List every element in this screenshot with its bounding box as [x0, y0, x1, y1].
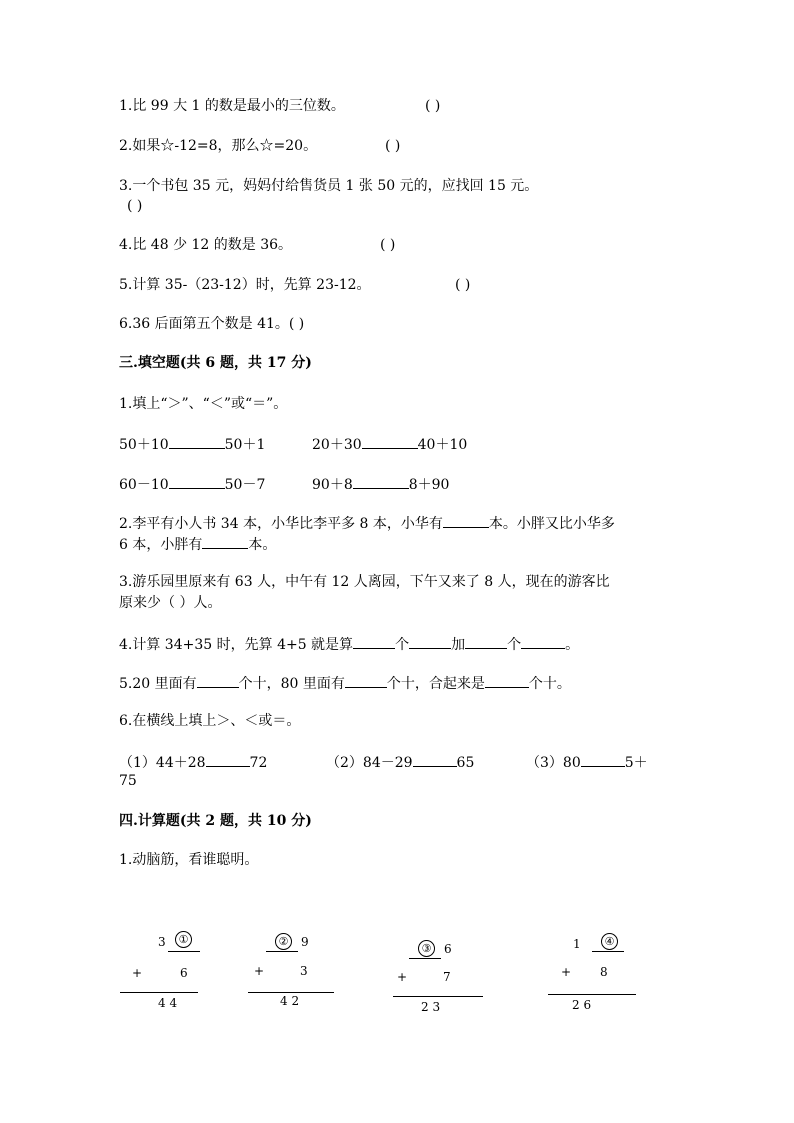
- fill-question-1: 1.填上“＞”、“＜”或“＝”。: [119, 396, 288, 412]
- plus-sign: +: [561, 965, 572, 979]
- sum-line: [548, 994, 636, 995]
- plus-sign: +: [397, 970, 408, 984]
- circled-number-3[interactable]: ③: [418, 940, 435, 957]
- addend: 3: [300, 964, 308, 978]
- sum-line: [393, 996, 483, 997]
- compare-part-2: （2）84－29 65: [326, 751, 474, 773]
- digit-underline: [266, 951, 298, 952]
- sum-line: [120, 992, 198, 993]
- answer-paren-2[interactable]: ( ): [385, 138, 401, 154]
- result: 2 6: [572, 998, 592, 1012]
- answer-blank[interactable]: [169, 473, 225, 489]
- answer-blank[interactable]: [206, 751, 250, 767]
- question-text: 6.36 后面第五个数是 41。( ): [119, 316, 305, 332]
- fill-question-5: 5.20 里面有 个十，80 里面有 个十，合起来是 个十。: [119, 672, 571, 694]
- answer-blank[interactable]: [202, 533, 248, 549]
- digit-underline: [409, 958, 441, 959]
- judge-question-2: [119, 136, 317, 156]
- compare-row-2a: 60－10 50－7: [119, 473, 265, 495]
- digit-underline: [168, 951, 200, 952]
- judge-question-3: [119, 176, 538, 196]
- section-heading-calculation: 四.计算题(共 2 题，共 10 分): [119, 813, 312, 829]
- calc-question-1: 1.动脑筋，看谁聪明。: [119, 852, 259, 868]
- addend: 8: [600, 965, 608, 979]
- plus-sign: +: [132, 966, 143, 980]
- compare-part-3-wrap: 75: [119, 773, 137, 789]
- compare-row-1a: 50＋10 50＋1: [119, 433, 265, 455]
- answer-blank[interactable]: [362, 433, 418, 449]
- answer-blank[interactable]: [197, 672, 239, 688]
- fill-question-2-line2: 6 本，小胖有 本。: [119, 533, 276, 555]
- addend: 6: [180, 966, 188, 980]
- answer-blank[interactable]: [443, 512, 489, 528]
- fill-question-6: 6.在横线上填上＞、＜或＝。: [119, 713, 301, 729]
- compare-part-1: （1）44＋28 72: [119, 751, 267, 773]
- answer-paren-5[interactable]: ( ): [455, 277, 471, 293]
- section-heading-fill-blank: 三.填空题(共 6 题，共 17 分): [119, 355, 312, 371]
- answer-blank[interactable]: [581, 751, 625, 767]
- fill-question-4: 4.计算 34+35 时，先算 4+5 就是算 个 加 个 。: [119, 633, 579, 655]
- result: 4 2: [280, 994, 300, 1008]
- answer-blank[interactable]: [465, 633, 507, 649]
- top-digit: 9: [301, 935, 309, 949]
- digit-underline: [592, 951, 624, 952]
- circled-number-2[interactable]: ②: [275, 933, 292, 950]
- answer-blank[interactable]: [345, 672, 387, 688]
- answer-blank[interactable]: [353, 473, 409, 489]
- top-digit: 6: [444, 942, 452, 956]
- answer-blank[interactable]: [485, 672, 529, 688]
- question-text: 3.一个书包 35 元，妈妈付给售货员 1 张 50 元的，应找回 15 元。: [119, 178, 539, 194]
- top-digit: 1: [573, 937, 581, 951]
- addition-puzzle-1: [120, 928, 220, 1028]
- question-text: 1.比 99 大 1 的数是最小的三位数。: [119, 98, 345, 114]
- result: 4 4: [158, 996, 178, 1010]
- fill-question-3-line2: 原来少（ ）人。: [119, 595, 222, 611]
- question-text: 5.计算 35-（23-12）时，先算 23-12。: [119, 277, 371, 293]
- compare-part-3: （3）80 5＋: [526, 751, 648, 773]
- answer-blank[interactable]: [521, 633, 565, 649]
- judge-question-1: [119, 96, 345, 116]
- top-digit: 3: [158, 935, 166, 949]
- question-text: 4.比 48 少 12 的数是 36。: [119, 237, 293, 253]
- result: 2 3: [421, 1000, 441, 1014]
- answer-blank[interactable]: [169, 433, 225, 449]
- plus-sign: +: [254, 964, 265, 978]
- compare-row-1b: 20＋30 40＋10: [312, 433, 467, 455]
- addition-puzzle-2: [248, 928, 348, 1028]
- answer-blank[interactable]: [413, 751, 457, 767]
- answer-paren-3[interactable]: ( ): [127, 198, 143, 214]
- answer-blank[interactable]: [409, 633, 451, 649]
- fill-question-2-line1: 2.李平有小人书 34 本，小华比李平多 8 本，小华有 本。小胖又比小华多: [119, 512, 615, 534]
- judge-question-4: [119, 235, 292, 255]
- circled-number-1[interactable]: ①: [175, 931, 192, 948]
- answer-paren-4[interactable]: ( ): [380, 237, 396, 253]
- compare-row-2b: 90＋8 8＋90: [312, 473, 449, 495]
- addend: 7: [443, 970, 451, 984]
- answer-blank[interactable]: [353, 633, 395, 649]
- judge-question-5: [119, 275, 371, 295]
- judge-question-6: [119, 314, 304, 334]
- sum-line: [248, 992, 334, 993]
- fill-question-3-line1: 3.游乐园里原来有 63 人，中午有 12 人离园，下午又来了 8 人，现在的游客比: [119, 574, 610, 590]
- circled-number-4[interactable]: ④: [601, 933, 618, 950]
- addition-puzzle-3: [393, 928, 493, 1028]
- addition-puzzle-4: [548, 928, 648, 1028]
- question-text: 2.如果☆-12=8，那么☆=20。: [119, 138, 318, 154]
- answer-paren-1[interactable]: ( ): [425, 98, 441, 114]
